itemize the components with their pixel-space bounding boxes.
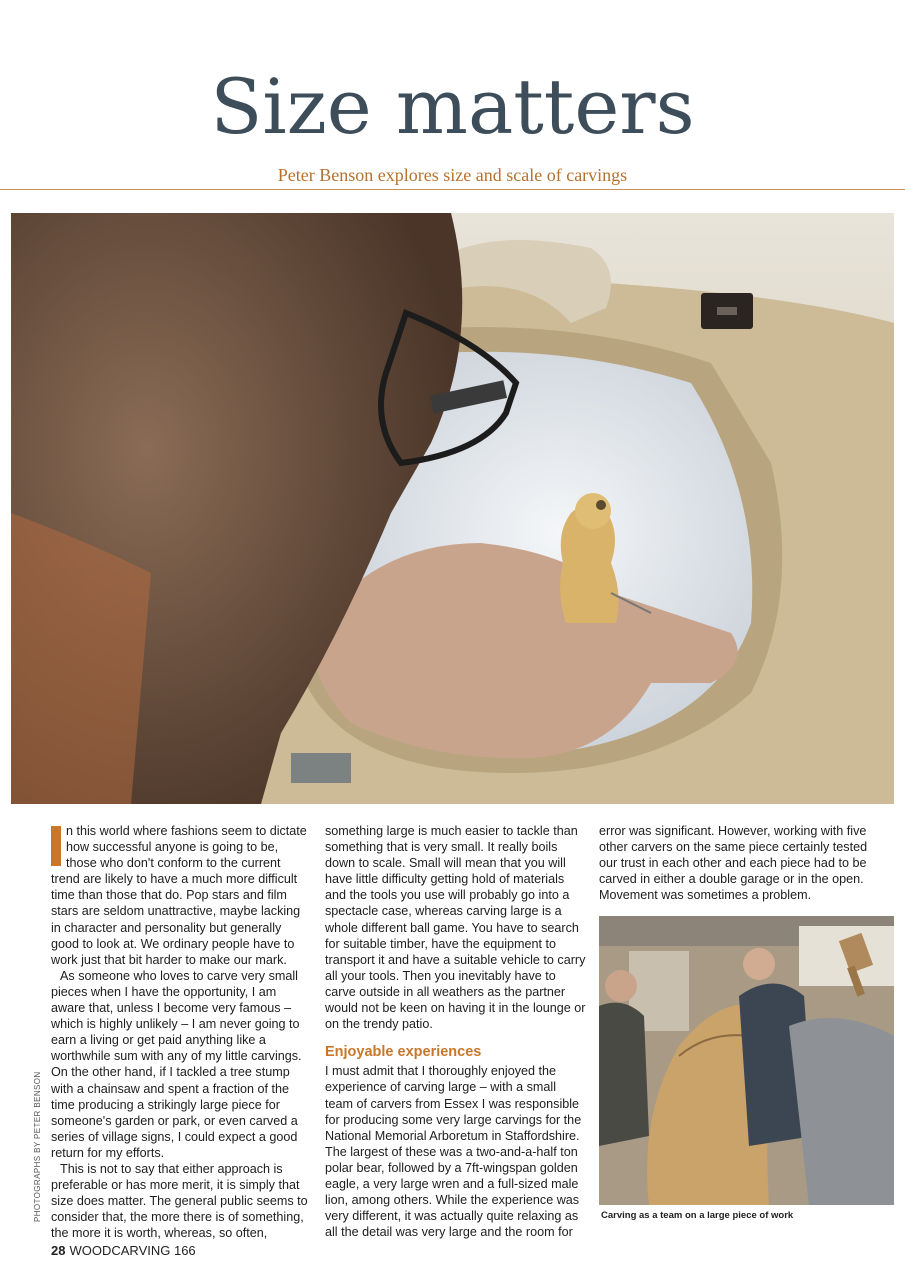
subheading: Enjoyable experiences	[325, 1044, 482, 1061]
photo-credit: PHOTOGRAPHS BY PETER BENSON	[33, 1071, 42, 1222]
main-photo	[11, 213, 894, 804]
drop-cap	[51, 826, 61, 866]
paragraph: n this world where fashions seem to dictate how successful anyone is going to be, those who don't conform to the current trend are likely to have a much more difficult time than those that do. Pop stars and film stars are seldom unattractive, maybe lacking in character and personality but generally good to look at. We ordinary people have to work just that bit harder to make our mark.	[51, 824, 307, 967]
paragraph: As someone who loves to carve very small pieces when I have the opportunity, I am aware that, unless I become very famous – which is highly unlikely – I am never going to earn a living or get paid anything like a worthwhile sum with any of my little carvings. On the other hand, if I tackled a tree stump with a chainsaw and spent a fraction of the time producing a strikingly large piece for someone's garden or park, or even carved a series of village signs, I could expect a good return for my efforts.	[51, 968, 302, 1160]
column-1	[51, 823, 309, 1241]
paragraph: error was significant. However, working with five other carvers on the same piece certainly tested our trust in each other and each piece had to be carved in either a double garage or in the open. Movement was sometimes a problem.	[599, 824, 868, 903]
magnifier-carving-illustration	[11, 213, 894, 804]
photo-caption: Carving as a team on a large piece of work	[601, 1210, 794, 1221]
header-rule	[0, 189, 905, 190]
team-carving-photo	[599, 916, 894, 1205]
page-number: 28	[51, 1243, 66, 1258]
column-2	[325, 823, 587, 1240]
article-title: Size matters	[210, 62, 695, 151]
magazine-issue: WOODCARVING 166	[69, 1243, 196, 1258]
paragraph: This is not to say that either approach is preferable or has more merit, it is simply that size does matter. The general public seems to consider that, the more there is of something, the more it is worth, whereas, so often,	[51, 1161, 308, 1241]
column-3	[599, 823, 874, 903]
page-folio	[51, 1243, 196, 1258]
paragraph: I must admit that I thoroughly enjoyed the experience of carving large – with a small team of carvers from Essex I was responsible for producing some very large carvings for the National Memorial Arboretum in Staffordshire. The largest of these was a two-and-a-half ton polar bear, followed by a 7ft-wingspan golden eagle, a very large wren and a full-sized male lion, among others. While the experience was very different, it was actually quite relaxing as all the detail was very large and the room for	[325, 1064, 582, 1240]
paragraph: something large is much easier to tackle than something that is very small. It really boils down to scale. Small will mean that you will have little difficulty getting hold of materials and the tools you use will probably go into a spectacle case, whereas carving large is a whole different ball game. You have to search for suitable timber, have the equipment to transport it and have a suitable vehicle to carry all your tools. Then you inevitably have to carve outside in all weathers as the partner would not be keen on having it in the lounge or on the trendy patio.	[325, 824, 586, 1032]
team-carving-illustration	[599, 916, 894, 1205]
article-subtitle: Peter Benson explores size and scale of carvings	[277, 165, 628, 185]
